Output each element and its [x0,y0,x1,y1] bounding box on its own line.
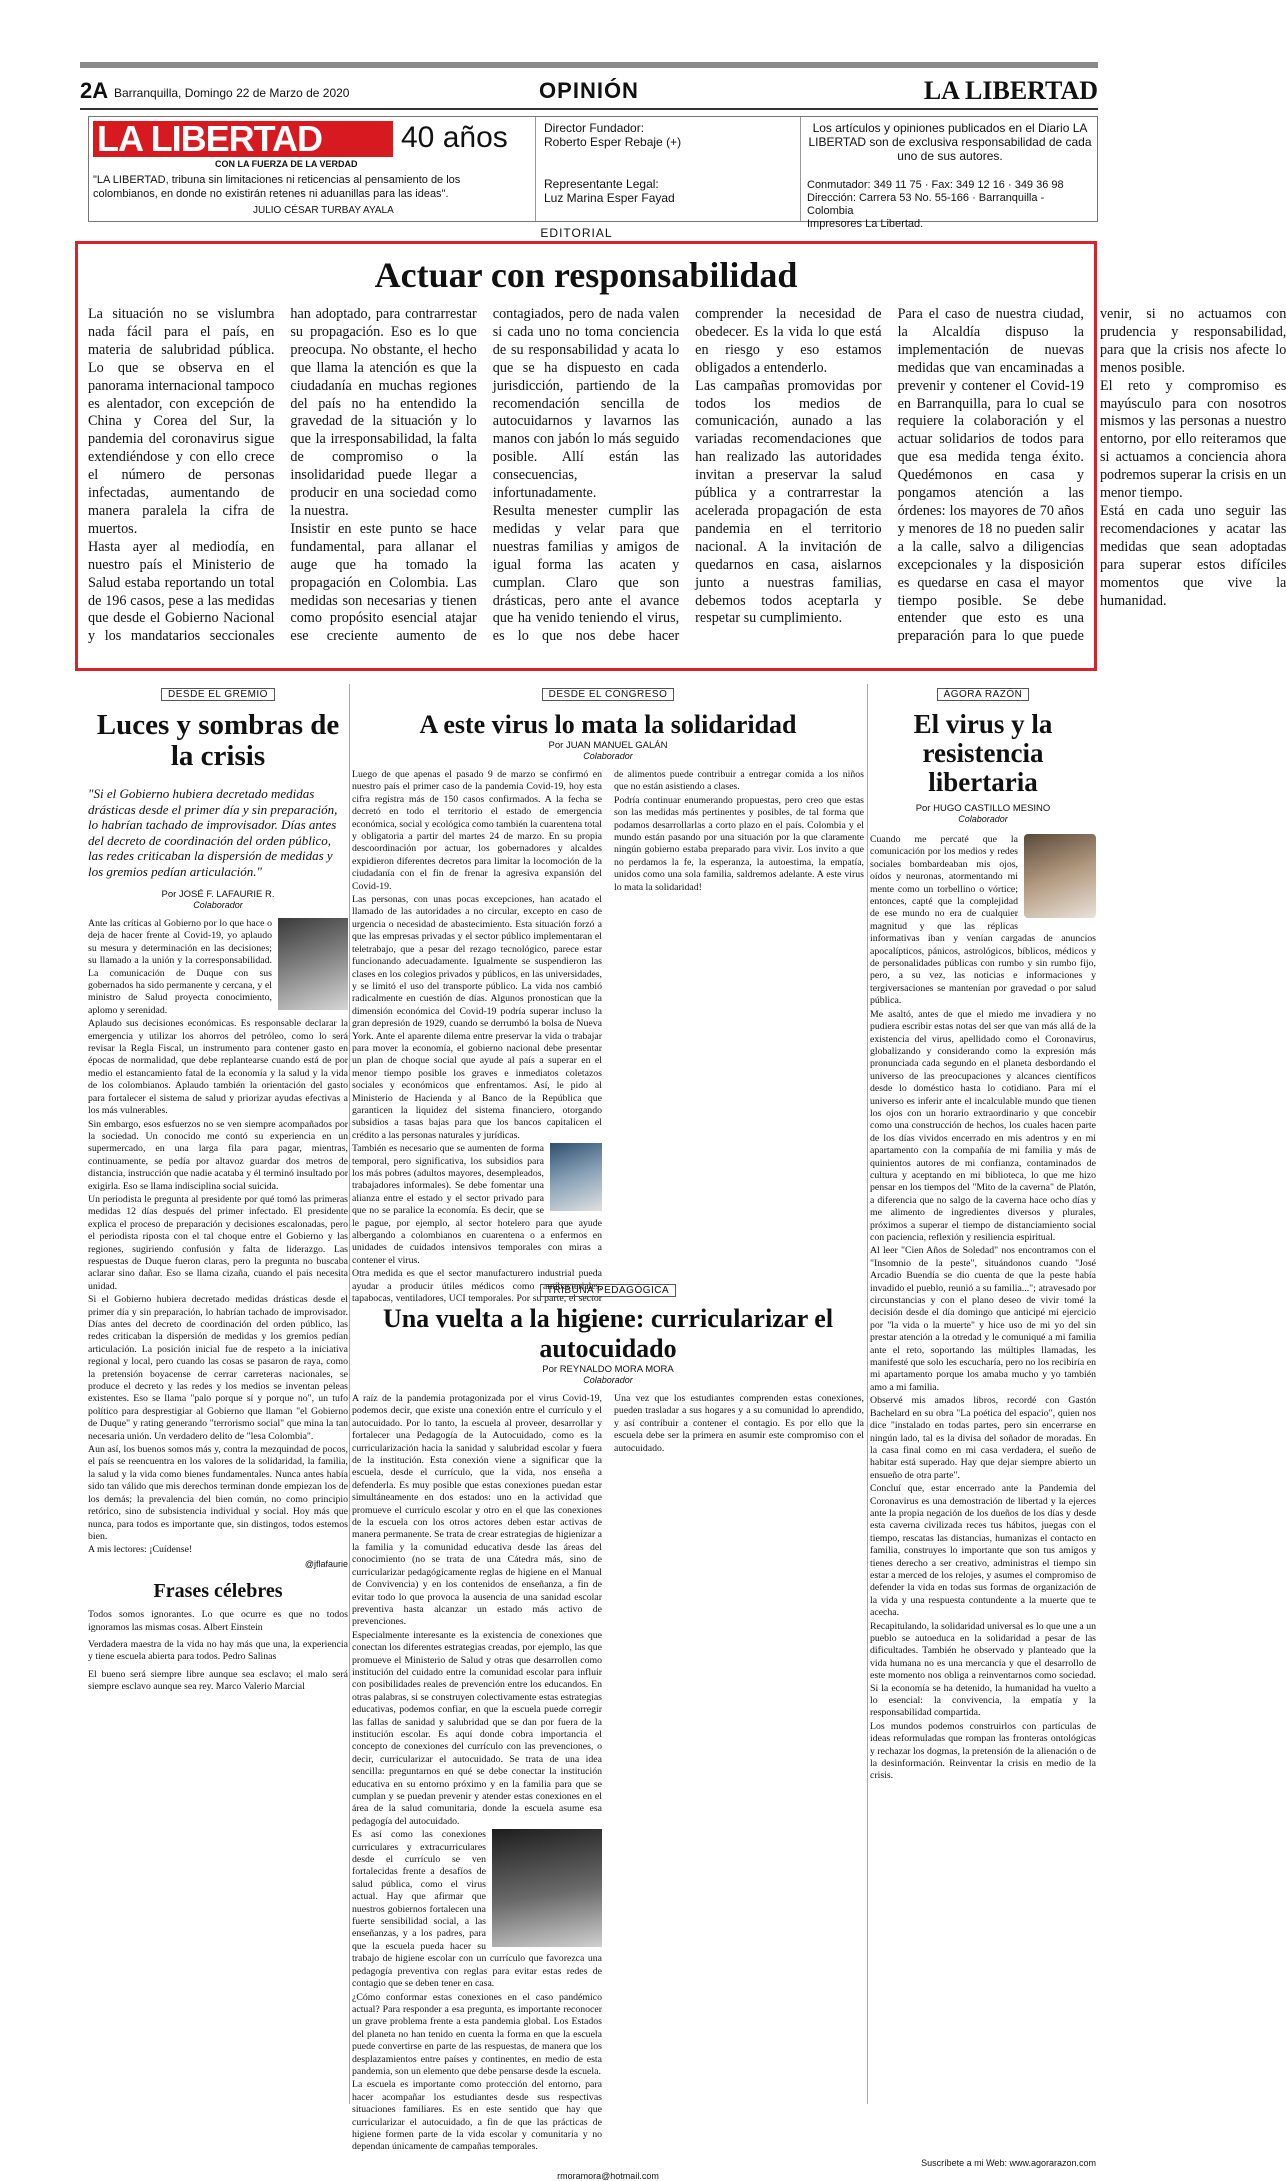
page-date: Barranquilla, Domingo 22 de Marzo de 2020 [114,86,350,100]
header-brand: LA LIBERTAD [923,76,1098,105]
tribuna-paragraph: Es así como las conexiones curriculares y extracurriculares desde el currículo se ven fortalecidas frente a desafíos de salud pública, como el virus actual. Hay que afirmar que nuestros gobiernos fortalecen una fuerte sensibilidad social, a las enseñanzas, y a los padres, para que la escuela pueda hacer su trabajo de higiene escolar con un currículo que favorezca una pedagogía preventiva con reglas para evitar estas redes de contagio que se deben tener en casa. [352,1829,602,1990]
congreso-paragraph: Otra medida es que el sector manufacturero industrial pueda ayudar a producir útiles médicos como antibacteriales, tapabocas, ventiladores, UCI temporales. Por su parte, el sector de alimentos puede contribuir a entregar comida a los niños que no están asistiendo a clases. [352,769,864,1305]
gremio-lead: "Si el Gobierno hubiera decretado medidas drásticas desde el primer día y sin preparación, lo habrían tachado de improvisador. Días antes del decreto de coordinación del orden público, las redes criticaban la dispersión de medidas y los gremios pedían articulación." [88,786,338,879]
page-header [80,72,1098,106]
address: Dirección: Carrera 53 No. 55-166 · Barranquilla - Colombia [807,192,1045,217]
razon-role: Colaborador [958,814,1008,824]
gremio-paragraph: Si el Gobierno hubiera decretado medidas drásticas desde el primer día y sin preparación, lo habrían tachado de improvisador. Días antes del decreto de coordinación del orden público, las redes criticaban la dispersión de medidas y los gremios pedían articulación. La posición inicial fue de respeto a la iniciativa regional y local, pero cuando las cosas se pasaron de raya, como la pretensión boyacense de cerrar carreteras nacionales, se produce el decreto y las redes y los medios se inventan peleas existentes. Eso se llama "palo porque sí y porque no", un tufo político para desprestigiar al Gobierno que llaman "el Gobierno de Duque" y rating generando "terrorismo social" que mina la tan necesaria unión. Un verdadero delito de "lesa Colombia". [88,1294,348,1442]
tribuna-headline: Una vuelta a la higiene: curricularizar el autocuidado [382,1304,834,1363]
masthead [88,116,1098,230]
congreso-paragraph: También es necesario que se aumenten de forma temporal, pero significativa, los subsidios para los más pobres (adultos mayores, desempleados, trabajadores informales). Se debe fomentar una alianza entre el estado y el sector privado para que no se paralice la economía. Es decir, que se le pague, por ejemplo, al sector hotelero para que ayude albergando a colombianos en cuarentena o a enfermos en unidades de cuidados intensivos temporales con miras a contener el virus. [352,1143,602,1266]
gremio-paragraph: Sin embargo, esos esfuerzos no se ven siempre acompañados por la sociedad. Un conocido me contó su experiencia en un supermercado, en una larga fila para pagar, mientras, continuamente, se pedía por altavoz guardar dos metros de distancia, instrucción que nadie acataba y él terminó insultado por exigirla. Eso se llama indisciplina social suicida. [88,1118,348,1192]
editorial-paragraph: La situación no se vislumbra nada fácil para el país, en materia de salubridad pública. Lo que se observa en el panorama internacional tampoco es alentador, con excepción de China y Corea del Sur, la pandemia del coronavirus sigue extendiéndose y con ello crece el número de personas infectadas, aumentando de manera paralela la cifra de muertos. [88,306,275,537]
editorial-box [75,241,1286,671]
author-photo [550,1143,602,1211]
razon-paragraph: Cuando me percaté que la comunicación por los medios y redes sociales bombardeaban mis ojos, oídos y neuronas, atormentando mi mente como un torbellino o vórtice; entonces, capté que la complejidad de ese mundo no era de cualquier magnitud y que las réplicas informativas iban y venían cargadas de anuncios apocalípticos, pánicos, astrológicos, bíblicos, médicos y de personalidades públicas con rumbo y sin rumbo fijo, pero, a su vez, las noticias e informaciones y tergiversaciones se mantenían por gravedad o por salud pública. [870,834,1096,1007]
frase-item: El bueno será siempre libre aunque sea esclavo; el malo será siempre esclavo aunque sea rey. Marco Valerio Marcial [88,1668,348,1693]
masthead-left [93,118,523,217]
editorial-paragraph: Insistir en este punto se hace fundamental, para allanar el auge que ha tomado la propagación en Colombia. Las medidas son necesarias y tienen como propósito esencial atajar ese creciente aumento de contagiados, pero de nada valen si cada uno no toma conciencia de su responsabilidad y acata lo que se ha dispuesto en cada jurisdicción, partiendo de la recomendación sencilla de autocuidarnos y lavarnos las manos con jabón lo más seguido posible. Allí están las consecuencias, infortunadamente. [290,306,680,645]
tribuna-byline [352,1364,864,1385]
masthead-contact [807,121,1093,231]
tribuna-author: Por REYNALDO MORA MORA [542,1364,674,1375]
gremio-byline [88,889,348,910]
congreso-section-tag: DESDE EL CONGRESO [542,688,675,701]
newspaper-logo: LA LIBERTAD [93,121,393,157]
page-number: 2A [80,78,109,103]
razon-paragraph: Al leer "Cien Años de Soledad" nos encontramos con el "Insomnio de la peste", situándonos cuando "José Arcadio Buendía se dio cuenta de que la peste había invadido el pueblo, reunió a su familia..."; atravesado por circunstancias y con el plano deseo de vivir tomé la decisión desde el día domingo que anticipé mi ejercicio por "la vida o la muerte" y hice uso de mi yo del sin prestar atención a la otredad y le comuniqué a mi familia ante el reto, soportando las múltiples llamadas, les manifesté que solo les escucharía, pero no los recibiría en mi apartamento porque los amaba mucho y yo también amo a mi familia. [870,1245,1096,1393]
congreso-author: Por JUAN MANUEL GALÁN [548,740,668,751]
razon-paragraph: Me asaltó, antes de que el miedo me invadiera y no pudiera escribir estas notas del ser que van más allá de la existencia del virus, apellidado como el Coronavirus, globalizando y considerando como la expresión más pronunciada cada segundo en el planeta desbordando el universo de las preocupaciones y alcances científicos desde lo doméstico hasta lo cotidiano. Para mí el universo es inferir ante el incalculable mundo que tienen los ojos con un horario extraordinario y que concebir como una construcción de hechos, los cuales hacen parte de los días vividos encerrado en mis adentros y en mi apartamento con la compañía de mi familia y más de quinientos autores de mi confianza, contaminados de cultura y aceptando en mi biblioteca, lo que me hizo pensar en los tiempos del "Mito de la caverna" de Platón, a diferencia que no salgo de la caverna hace ocho días y me alimento de ingredientes diversos y plurales, próximos a superar el tiempo de distanciamiento social con paciencia, reflexión y resiliencia espiritual. [870,1008,1096,1243]
razon-byline [870,803,1096,824]
razon-headline: El virus y la resistencia libertaria [913,709,1053,797]
tribuna-paragraph: ¿Cómo conformar estas conexiones en el caso pandémico actual? Para responder a esa pregunta, es importante reconocer un grave problema frente a esta pandemia global. Los Estados del planeta no han tenido en cuenta la forma en que la escuela puede convertirse en parte de las respuestas, de manera que los desplazamientos entre países y continentes, en medio de esta pandemia, son un elemento que debe pensarse desde la escuela. [352,1991,602,2077]
gremio-paragraph: A mis lectores: ¡Cuídense! [88,1544,193,1556]
gremio-handle: @jflafaurie [304,1558,348,1569]
disclaimer: Los artículos y opiniones publicados en el Diario LA LIBERTAD son de exclusiva responsabilidad de cada uno de sus autores. [808,121,1092,163]
gremio-headline: Luces y sombras de la crisis [96,709,340,772]
razon-paragraph: Concluí que, estar encerrado ante la Pandemia del Coronavirus es una demostración de libertad y la ejerces ante la propia negación de los dueños de los días y desde esta caverna civilizada reces tus hábitos, juegas con el tiempo, rescatas las distancias, humanizas el contacto en familia, construyes lo importante que son tus amigos y tienes derecho a ser creativo, administras el tiempo sin estar a merced de los relojes, y asumes el compromiso de defender la vida en todas sus formas de organización de la vida y una respuesta contundente a la muerte que te acecha. [870,1483,1096,1619]
column-separator [867,684,868,2104]
editorial-paragraph: Resulta menester cumplir las medidas y velar para que nuestras familias y amigos de igual forma las acaten y cumplan. Claro que son drásticas, pero ante el avance que ha venido teniendo el virus, es lo que nos debe hacer comprender la necesidad de obedecer. Es la vida lo que está en riesgo y eso estamos obligados a entenderlo. [492,306,882,645]
header-rule [80,108,1098,110]
razon-paragraph: Los mundos podemos construirlos con partículas de ideas reformuladas que rompan las fronteras ontológicas y rechazar los dogmas, la pretensión de la alienación o de la desinformación. Reinventar la crisis en medio de la crisis. [870,1720,1096,1782]
masthead-staff [535,117,801,221]
tribuna-paragraph: Una vez que los estudiantes comprenden estas conexiones, pueden trasladar a sus hogares y a su comunidad lo aprendido, y así contribuir a contener el contagio. Es por ello que la escuela debe ser la primera en asumir este compromiso con el autocuidado. [614,1393,864,1454]
gremio-paragraph: Aplaudo sus decisiones económicas. Es responsable declarar la emergencia y utilizar los ahorros del petróleo, como lo será revisar la Regla Fiscal, un instrumento para contener gasto en épocas de normalidad, que debe replantearse cuando está de por medio el estancamiento fatal de la economía y la salud y la vida de los colombianos. Aplaudo también la orientación del gasto para fortalecer el sistema de salud y priorizar ayudas efectivas a los más vulnerables. [88,1018,348,1117]
logo-tagline: CON LA FUERZA DE LA VERDAD [215,159,358,169]
editorial-paragraph: Las campañas promovidas por todos los medios de comunicación, aunado a las variadas recomendaciones que han realizado las autoridades invitan a preservar la salud pública y a contrarrestar la acelerada propagación de esta pandemia en el territorio nacional. A la invitación de quedarnos en casa, aislarnos junto a nuestras familias, debemos todos aceptarla y respetar su cumplimiento. [695,377,882,627]
congreso-paragraph: Las personas, con unas pocas excepciones, han acatado el llamado de las autoridades a no circular, excepto en caso de urgencia o necesidad de abastecimiento. Esta situación forzó a que las empresas privadas y el sector público implementaran el teletrabajo, que a pesar del rezago tecnológico, parece estar funcionando adecuadamente. Igualmente se suspendieron las clases en los colegios privados y públicos, en las universidades, y se limitó el uso del transporte público. La vida nos cambió radicalmente en cuestión de días. Algunos pronostican que la dimensión económica del Covid-19 podría superar incluso la gran depresión de 1929, cuando se derrumbó la bolsa de Nueva York. Ante el aparente dilema entre preservar la vida o trabajar para mover la economía, el gobierno nacional debe presentar un plan de choque social que ayude al país a superar en el menor tiempo posible los graves e inmediatos coletazos sociales y económicos que enfrentamos. Así, le pido al Ministerio de Hacienda y al Banco de la República que garanticen la liquidez del sistema financiero, otorgando subsidios a tasas bajas para que los bancos capitalicen el crédito a las personas naturales y jurídicas. [352,894,602,1141]
gremio-paragraph: Ante las críticas al Gobierno por lo que hace o deja de hacer frente al Covid-19, yo aplaudo su mesura y determinación en las decisiones; su llamado a la unión y la corresponsabilidad. La comunicación de Duque con sus gobernados ha sido permanente y cercana, y el ministro de Salud proyecta conocimiento, aplomo y serenidad. [88,918,272,1016]
phones: Conmutador: 349 11 75 · Fax: 349 12 16 · 349 36 98 [807,179,1064,191]
author-photo [492,1829,602,1947]
frase-item: Verdadera maestra de la vida no hay más que una, la experiencia y tiene escuela abierta para todos. Pedro Salinas [88,1638,348,1663]
editorial-paragraph: El reto y compromiso es mayúsculo para con nosotros mismos y las personas a nuestro entorno, por ello reiteramos que si actuamos a conciencia ahora podremos superar la crisis en un menor tiempo. [1099,377,1286,502]
congreso-headline: A este virus lo mata la solidaridad [419,710,797,739]
razon-paragraph: Recapitulando, la solidaridad universal es lo que une a un pueblo se autoeduca en la solidaridad a pesar de las dificultades. También he observado y planteado que la vida humana no es una mercancía y que el desarrollo de este momento nos obliga a reinventarnos como sociedad. Si la economía se ha detenido, la humanidad ha vuelto a lo esencial: la convivencia, la empatía y la responsabilidad compartida. [870,1620,1096,1719]
congreso-body [352,769,864,1329]
razon-website: Suscríbete a mi Web: www.agorarazon.com [921,2158,1096,2168]
anniversary-label: 40 años [401,121,508,154]
gremio-paragraph: Aun así, los buenos somos más y, contra la mezquindad de pocos, el país se reencuentra en los valores de la solidaridad, la familia, la salud y la vida como bienes fundamentales. Nunca antes había sido tan válido que mis derechos terminan donde empiezan los de los demás; la prevalencia del bien común, no como principio retórico, sino de subsistencia individual y social. Hoy más que nunca, para todos es importante que, sin distingos, todos estemos bien. [88,1444,348,1542]
gremio-body [88,918,348,1570]
tribuna-section-tag: TRIBUNA PEDAGÓGICA [540,1284,676,1297]
founder-label: Director Fundador: [544,121,645,135]
section-title: OPINIÓN [539,78,639,103]
editorial-label: EDITORIAL [540,226,613,240]
congreso-article [352,684,864,1329]
author-photo [278,918,348,1010]
top-bar [80,62,1098,68]
legal-label: Representante Legal: [544,177,659,191]
razon-article [870,684,1096,2168]
tribuna-article [352,1280,864,2181]
tribuna-email: rmoramora@hotmail.com [557,2171,659,2181]
quote-author: JULIO CÉSAR TURBAY AYALA [253,205,394,216]
frases-title: Frases célebres [153,1580,283,1603]
editorial-paragraph: Está en cada uno seguir las recomendaciones y acatar las medidas que sean adoptadas para superar estos difíciles momentos que vive la humanidad. [1099,502,1286,609]
razon-body [870,834,1096,2154]
congreso-paragraph: Podría continuar enumerando propuestas, pero creo que estas son las medidas más pertinentes y posibles, de tal forma que podamos desarrollarlas a corto plazo en el país. Colombia y el mundo están pasando por una situación por la que claramente ningún gobierno estaba preparado para vivir. Los invito a que no perdamos la fe, la esperanza, la autoestima, la empatía, unidos como una sola familia, saldremos adelante. A este virus lo mata la solidaridad! [614,794,864,893]
gremio-section-tag: DESDE EL GREMIO [161,688,275,701]
tribuna-paragraph: Especialmente interesante es la existencia de conexiones que conectan los diferentes estrategias creadas, por ejemplo, las que promueve el Ministerio de Salud y otras que desarrollen como institución del cuidado entre la comunidad escolar para influir con posibilidades reales de prevención entre los educandos. En otras palabras, si se construyen colectivamente estas estrategias educativas, podemos confiar, en que la escuela puede corregir las fallas de sanidad y salubridad que se dan por fuera de la institución escolar. Es aquí donde cobra importancia el concepto de conexiones del currículo con las prevenciones, o decir, curricularizar el autocuidado. Se trata de una idea sencilla: preguntarnos en qué se debe conectar la institución educativa en su entorno próximo y en la familia para que se cumplan y se puedan prevenir y atender estas conexiones en el área de la salud comunitaria, donde la escuela asume esa pedagogía del autocuidado. [352,1629,602,1827]
congreso-paragraph: Luego de que apenas el pasado 9 de marzo se confirmó en nuestro país el primer caso de la pandemia Covid-19, hoy esta cifra registra más de 150 casos confirmados. A la fecha se decretó en todo el territorio el estado de emergencia económica, social y ecológica como también la cuarentena total y obligatoria a partir del martes 24 de marzo. En su propia descoordinación por actuar, los gobernadores y alcaldes expidieron diferentes decretos para limitar la locomoción de la ciudadanía con el fin de frenar la agresiva expansión del Covid-19. [352,769,602,892]
gremio-paragraph: Un periodista le pregunta al presidente por qué tomó las primeras medidas 12 días después del primer infectado. El presidente explica el proceso de preparación y decisiones escalonadas, pero el periodista riposta con el tal choque entre el Gobierno y las regiones, sugiriendo confusión y falta de liderazgo. Las respuestas de Duque fueron claras, pero la pregunta no buscaba aclarar sino dañar. Eso se llama cizaña, cuando el país necesita unidad. [88,1193,348,1292]
editorial-body [88,306,1286,664]
razon-section-tag: ÁGORA RAZÓN [937,688,1030,701]
column-separator [349,684,350,2104]
editorial-paragraph: Para el caso de nuestra ciudad, la Alcaldía dispuso la implementación de nuevas medidas que van encaminadas a prevenir y contener el Covid-19 en Barranquilla, para lo cual se requiere la colaboración y el actuar solidarios de todos para que esa medida tenga éxito. Quedémonos en casa y pongamos atención a las órdenes: los mayores de 70 años y menores de 18 no pueden salir a la calle, salvo a diligencias excepcionales y la disposición es quedarse en casa el mayor tiempo posible. Se debe entender que esto es una preparación para lo que puede venir, si no actuamos con prudencia y responsabilidad, para que la crisis nos afecte lo menos posible. [897,306,1286,645]
tribuna-paragraph: La escuela es importante como protección del entorno, para hacer acompañar los estudiantes desde sus respectivas situaciones familiares. Es en este sentido que hay que curricularizar el autocuidado, a fin de que las prácticas de higiene formen parte de la vida escolar y comunitaria y no dependan únicamente de campañas temporales. [352,2079,602,2153]
gremio-author: Por JOSÉ F. LAFAURIE R. [161,889,275,900]
frases-list [88,1609,348,1693]
author-photo [1024,834,1096,918]
editorial-title: Actuar con responsabilidad [374,255,798,295]
gremio-role: Colaborador [193,900,243,910]
razon-author: Por HUGO CASTILLO MESINO [915,803,1051,814]
congreso-byline [352,740,864,761]
printer: Impresores La Libertad. [807,218,924,230]
founder-name: Roberto Esper Rebaje (+) [544,135,682,149]
razon-paragraph: Observé mis amados libros, recordé con Gastón Bachelard en su obra "La poética del espacio", quien nos dice "instalado en todas partes, pero sin encerrarse en ningún lado, tal es la divisa del soñador de moradas. En la casa final como en mi casa verdadera, el sueño de habitar está superado. Hay que dejar siempre abierto un ensueño de otra parte". [870,1395,1096,1481]
tribuna-body [352,1393,864,2167]
legal-name: Luz Marina Esper Fayad [544,191,675,205]
masthead-quote: "LA LIBERTAD, tribuna sin limitaciones ni reticencias al pensamiento de los colombianos, en donde no existirán retenes ni aduanillas para las ideas". [93,174,461,200]
frase-item: Todos somos ignorantes. Lo que ocurre es que no todos ignoramos las mismas cosas. Albert Einstein [88,1609,348,1633]
tribuna-paragraph: A raíz de la pandemia protagonizada por el virus Covid-19, podemos decir, que existe una conexión entre el currículo y el autocuidado. Por lo tanto, la escuela al proveer, desarrollar y fortalecer una Pedagogía de la Autocuidado, como es la curricularización hacia la sanidad y salubridad escolar y fuera de la institución. Esta conexión viene a significar que la escuela, desde el currículo, que la vida, nos enseña a defenderla. Es muy posible que estas conexiones puedan estar simultáneamente en dos estados: uno en la actividad que promueve el currículo escolar y otro en el que las conexiones de la escuela con los otros actores deben estar activas de manera permanente. Se trata de crear estrategias de higienizar a la familia y la comunidad educativa desde las áreas del conocimiento (no se trata de una Cátedra más, sino de curricularizar pedagógicamente reglas de higiene en el Manual de Convivencia) y en los contenidos de enseñanza, a fin de evitar todo lo que provoca la ausencia de una sanidad escolar preventiva hasta alcanzar un estado más activo de prevenciones. [352,1393,602,1628]
tribuna-role: Colaborador [583,1375,633,1385]
editorial-paragraph: Hasta ayer al mediodía, en nuestro país el Ministerio de Salud estaba reportando un total de 196 casos, pese a las medidas que desde el Gobierno Nacional y los mandatarios seccionales han adoptado, para contrarrestar su propagación. Eso es lo que preocupa. No obstante, el hecho que llama la atención es que la ciudadanía en muchas regiones del país no ha entendido la gravedad de la situación y lo que la irresponsabilidad, la falta de compromiso o la insolidaridad puede llegar a producir en una sociedad como la nuestra. [88,306,477,645]
gremio-article [88,684,348,2104]
congreso-role: Colaborador [583,751,633,761]
